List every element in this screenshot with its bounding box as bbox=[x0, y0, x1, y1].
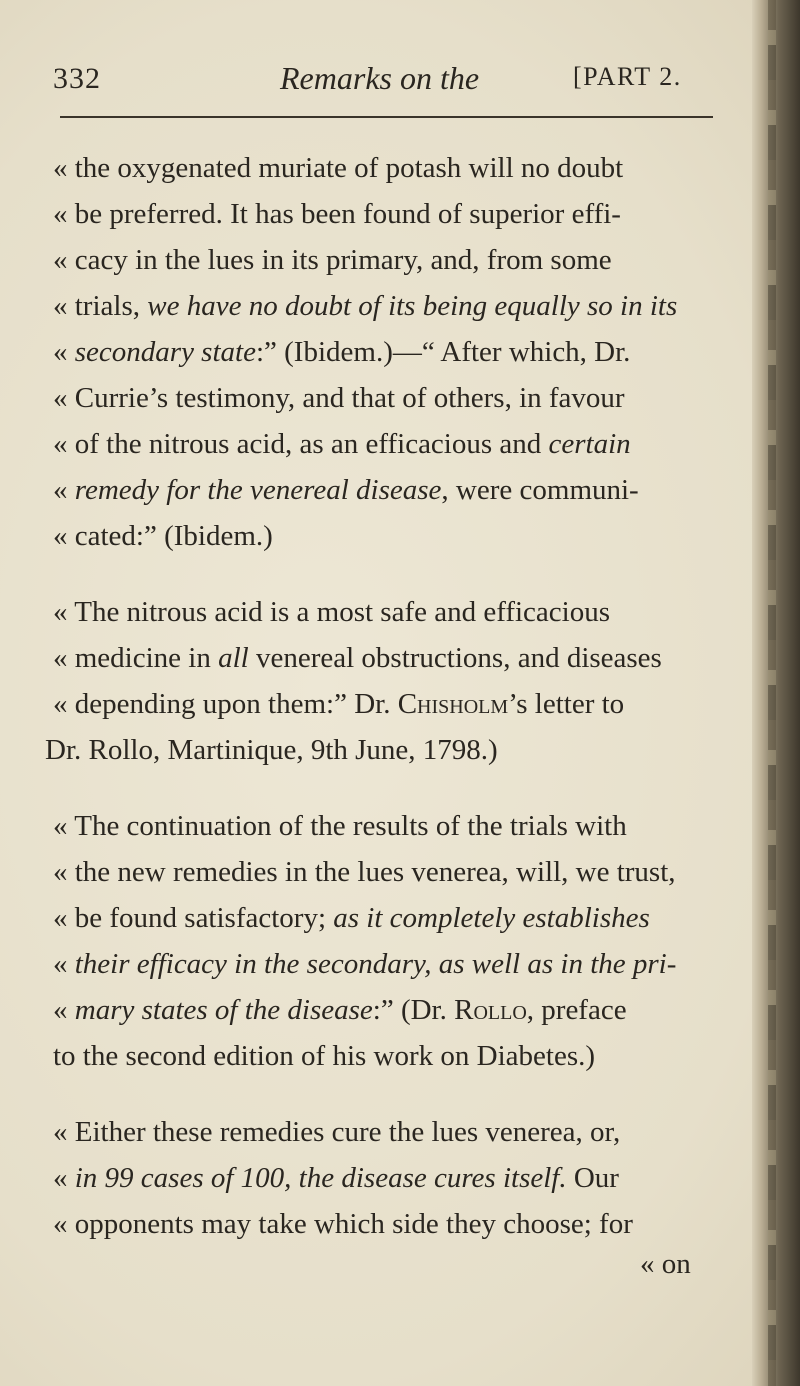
text-line: « in 99 cases of 100, the disease cures itself. Our bbox=[53, 1162, 619, 1194]
text-line: « trials, we have no doubt of its being equally so in its bbox=[53, 290, 678, 322]
running-title: Remarks on the bbox=[280, 60, 480, 96]
catchword: « on bbox=[640, 1248, 691, 1280]
text-line: « be preferred. It has been found of superior effi- bbox=[53, 198, 621, 230]
text-line: « the new remedies in the lues venerea, will, we trust, bbox=[53, 856, 676, 888]
text-line: « secondary state:” (Ibidem.)—“ After which, Dr. bbox=[53, 336, 631, 368]
page-number: 332 bbox=[53, 62, 101, 95]
text-line: « mary states of the disease:” (Dr. Rollo, preface bbox=[53, 994, 627, 1026]
text-line: « Currie’s testimony, and that of others, in favour bbox=[53, 382, 625, 414]
text-line: Dr. Rollo, Martinique, 9th June, 1798.) bbox=[45, 734, 498, 766]
text-line: to the second edition of his work on Diabetes.) bbox=[53, 1040, 596, 1072]
text-line: « cacy in the lues in its primary, and, from some bbox=[53, 244, 612, 276]
text-line: « Either these remedies cure the lues venerea, or, bbox=[53, 1116, 621, 1148]
text-line: « their efficacy in the secondary, as well as in the pri- bbox=[53, 948, 677, 980]
text-line: « depending upon them:” Dr. Chisholm’s letter to bbox=[53, 688, 625, 720]
text-line: « of the nitrous acid, as an efficacious and certain bbox=[53, 428, 631, 460]
text-line: « the oxygenated muriate of potash will no doubt bbox=[53, 152, 624, 184]
part-label: [PART 2. bbox=[573, 62, 682, 91]
text-line: « remedy for the venereal disease, were communi- bbox=[53, 474, 639, 506]
text-line: « medicine in all venereal obstructions, and diseases bbox=[53, 642, 662, 674]
text-line: « The continuation of the results of the trials with bbox=[53, 810, 627, 842]
text-line: « opponents may take which side they choose; for bbox=[53, 1208, 633, 1240]
text-line: « The nitrous acid is a most safe and efficacious bbox=[53, 596, 611, 628]
text-line: « be found satisfactory; as it completely establishes bbox=[53, 902, 650, 934]
text-line: « cated:” (Ibidem.) bbox=[53, 520, 273, 552]
